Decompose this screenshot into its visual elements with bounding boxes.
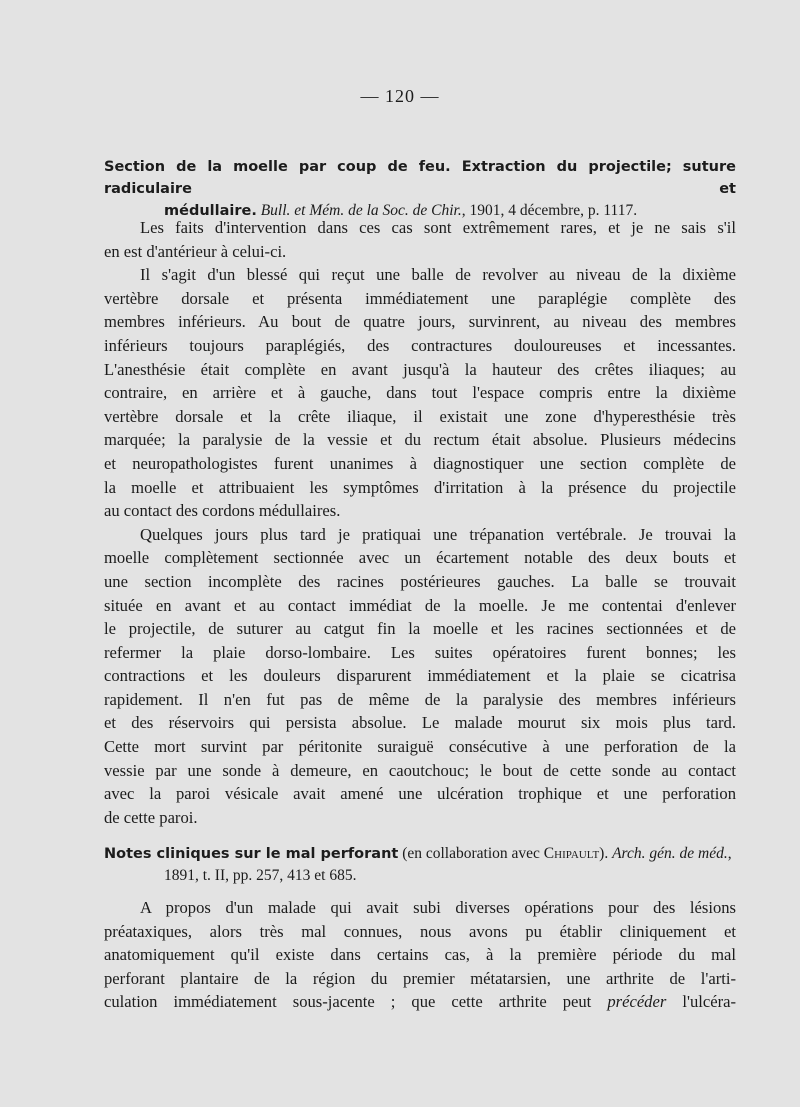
entry-title-2-collab: (en collaboration avec [398,845,544,862]
paragraph-line: vertèbre dorsale et la crête iliaque, il existait une zone d'hyperesthésie très [104,406,736,426]
page-number: — 120 — [360,86,440,106]
entry-citation-2: Arch. gén. de méd. [612,845,728,862]
paragraph-line: le projectile, de suturer au catgut fin la moelle et les racines sectionnées et de [104,619,736,639]
paragraph-line: contractions et les douleurs disparurent immédiatement et la plaie se cicatrisa [104,666,736,686]
paragraph-line: vessie par une sonde à demeure, en caoutchouc; le bout de cette sonde au contact [104,760,736,780]
entry-citation-2-comma: , [727,845,732,862]
entry-title-1: Section de la moelle par coup de feu. Extraction du projectile; suture radiculaire et [104,159,736,197]
entry-heading-2-line-1 [104,843,736,865]
paragraph-line: rapidement. Il n'en fut pas de même de la paralysie des membres inférieurs [104,689,736,709]
paragraph-line: de cette paroi. [104,807,198,827]
paragraph-line: une section incomplète des racines postérieures gauches. La balle se trouvait [104,571,736,591]
entry-heading-1 [104,156,736,222]
entry-body-2 [104,896,736,1014]
paragraph-line: et neuropathologistes furent unanimes à diagnostiquer une section complète de [104,453,736,473]
entry-author-2: Chipault [543,845,600,862]
paragraph-line: contraire, en arrière et à gauche, dans tout l'espace compris entre la dixième [104,383,736,403]
paragraph-line: A propos d'un malade qui avait subi diverses opérations pour des lésions [140,898,736,917]
entry-body-1 [104,216,736,829]
entry-title-1-end: médullaire. [164,203,257,219]
paragraph-line: inférieurs toujours paraplégiés, des contractures douloureuses et incessantes. [104,335,736,355]
paragraph-line: anatomiquement qu'il existe dans certains cas, à la première période du mal [104,945,736,965]
paragraph-line: en est d'antérieur à celui-ci. [104,241,287,261]
paragraph-line-end: l'ulcéra- [666,992,737,1012]
paragraph-line: Quelques jours plus tard je pratiquai une trépanation vertébrale. Je trouvai la [140,524,736,544]
entry-citation-1: Bull. et Mém. de la Soc. de Chir. [260,202,462,219]
emphasized-word: précéder [607,992,667,1012]
paragraph-line-text: culation immédiatement sous-jacente ; que cette arthrite peut [104,992,608,1012]
paragraph-line-final [104,990,736,1014]
paragraph-line: au contact des cordons médullaires. [104,501,341,521]
paragraph-line: perforant plantaire de la région du premier métatarsien, une arthrite de l'arti- [104,968,736,988]
paragraph-line: moelle complètement sectionnée avec un écartement notable des deux bouts et [104,548,736,568]
paragraph-line: située en avant et au contact immédiat de la moelle. Je me contentai d'enlever [104,595,736,615]
paragraph-line: et des réservoirs qui persista absolue. Le malade mourut six mois plus tard. [104,713,736,733]
paragraph-line: marquée; la paralysie de la vessie et du rectum était absolue. Plusieurs médecins [104,430,736,450]
entry-citation-1-details: , 1901, 4 décembre, p. 1117. [461,202,638,219]
paragraph-line: vertèbre dorsale et présenta immédiatement une paraplégie complète des [104,288,736,308]
paragraph-line: Il s'agit d'un blessé qui reçut une balle de revolver au niveau de la dixième [140,265,736,285]
entry-title-2: Notes cliniques sur le mal perforant [104,846,399,862]
paragraph-line: membres inférieurs. Au bout de quatre jours, survinrent, au niveau des membres [104,312,736,332]
entry-heading-2 [104,843,736,887]
paragraph-line: L'anesthésie était complète en avant jusqu'à la hauteur des crêtes iliaques; au [104,359,736,379]
entry-citation-2-details: 1891, t. II, pp. 257, 413 et 685. [164,867,357,884]
paragraph-line: la moelle et attribuaient les symptômes d'irritation à la présence du projectile [104,477,736,497]
entry-heading-1-line-1 [104,156,736,200]
paragraph-line: préataxiques, alors très mal connues, nous avons pu établir cliniquement et [104,921,736,941]
paragraph-line: Les faits d'intervention dans ces cas sont extrêmement rares, et je ne sais s'il [140,218,736,237]
paragraph-line: refermer la plaie dorso-lombaire. Les suites opératoires furent bonnes; les [104,642,736,662]
entry-title-2-close: ). [599,845,613,862]
paragraph-line: avec la paroi vésicale avait amené une ulcération trophique et une perforation [104,784,736,804]
paragraph-line: Cette mort survint par péritonite suraiguë consécutive à une perforation de la [104,737,736,757]
